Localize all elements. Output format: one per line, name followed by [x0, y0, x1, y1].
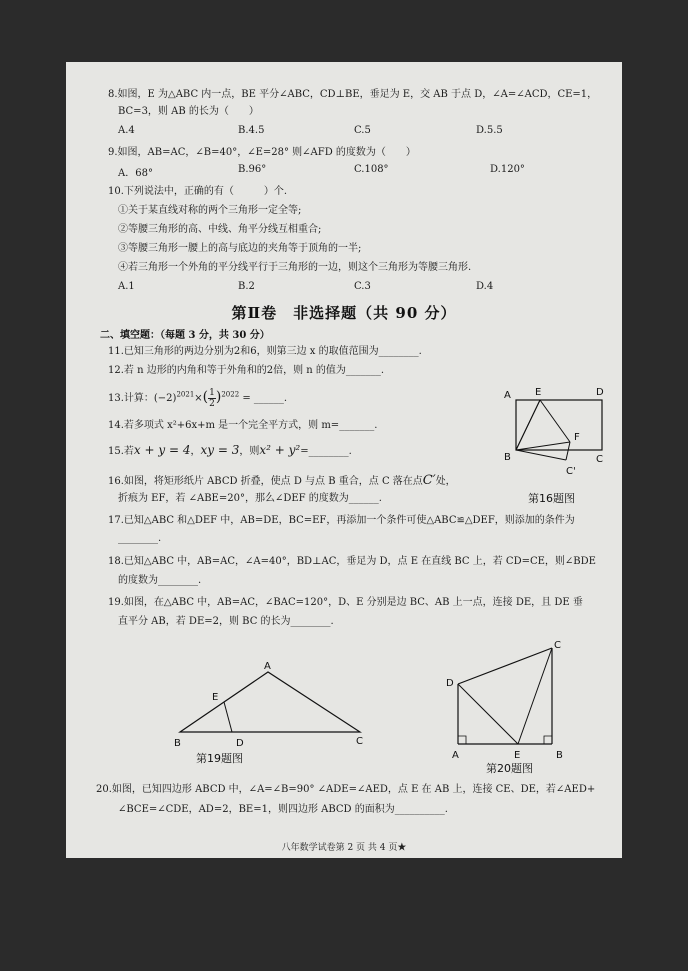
q8-line2: BC=3，则 AB 的长为（ ） [118, 106, 259, 117]
q10-option-b: B.2 [238, 281, 255, 292]
q13-suffix: = ______. [242, 393, 288, 404]
q19-line2: 直平分 AB，若 DE=2，则 BC 的长为________. [118, 616, 334, 627]
q9-option-a: A．68° [118, 168, 153, 179]
q15-expr2: xy = 3 [200, 443, 240, 457]
exam-page [66, 62, 622, 858]
q8-option-a: A.4 [118, 125, 135, 136]
q18-line2: 的度数为________. [118, 575, 202, 586]
fig20-label-c: C [554, 640, 561, 651]
q13 [108, 388, 287, 414]
figure-16 [502, 380, 612, 500]
q8-option-b: B.4.5 [238, 125, 265, 136]
fig20-caption: 第20题图 [486, 762, 533, 775]
fig20-right-angle-a [458, 736, 466, 744]
page-footer: 八年数学试卷第 2 页 共 4 页★ [281, 843, 407, 853]
q13-prefix: 13.计算： [108, 393, 154, 404]
figure-19 [166, 658, 378, 748]
q13-paren-open: ( [202, 389, 209, 405]
q13-exp2: 2022 [221, 390, 240, 399]
q15-expr1: x + y = 4 [133, 443, 191, 457]
q10-option-a: A.1 [118, 281, 135, 292]
q16-line1-text: 16.如图，将矩形纸片 ABCD 折叠，使点 D 与点 B 重合，点 C 落在点 [108, 476, 423, 487]
q15-suffix: =________. [300, 446, 352, 457]
fig20-label-b: B [556, 750, 563, 760]
q10-item-3: ③等腰三角形一腰上的高与底边的夹角等于顶角的一半; [118, 243, 362, 254]
fig19-label-a: A [264, 661, 271, 672]
section2-subtitle: 二、填空题：（每题 3 分，共 30 分） [100, 330, 270, 341]
fig16-label-b: B [504, 452, 511, 463]
fig20-de [458, 684, 518, 744]
fig19-triangle [180, 672, 360, 732]
q15-expr3: x² + y² [259, 443, 301, 457]
fig20-dc [458, 648, 552, 684]
q20-line2: ∠BCE=∠CDE，AD=2，BE=1，则四边形 ABCD 的面积为__________. [118, 804, 448, 815]
q9-option-b: B.96° [238, 164, 267, 175]
q8-line1: 8.如图，E 为△ABC 内一点，BE 平分∠ABC，CD⊥BE，垂足为 E，交 AB 于点 D，∠A=∠ACD，CE=1， [108, 89, 598, 100]
q15-prefix: 15.若 [108, 446, 134, 457]
fig19-label-d: D [236, 738, 244, 748]
q10-item-1: ①关于某直线对称的两个三角形一定全等; [118, 205, 302, 216]
q13-fraction [208, 388, 216, 409]
q13-frac-den: 2 [209, 399, 215, 409]
fig16-caption: 第16题图 [528, 492, 575, 505]
q10-option-c: C.3 [354, 281, 371, 292]
fig16-label-c-prime: C' [566, 466, 576, 477]
fig19-label-e: E [212, 692, 219, 703]
fig20-right-angle-b [544, 736, 552, 744]
q10-line1: 10.下列说法中，正确的有（ ）个. [108, 186, 288, 197]
q9-option-d: D.120° [490, 164, 525, 175]
fig16-eb [516, 400, 540, 450]
fig16-label-f: F [574, 432, 580, 443]
fig16-rect [516, 400, 602, 450]
q16-c-prime: C′ [422, 473, 436, 488]
fig16-label-e: E [535, 387, 542, 398]
fig20-label-a: A [452, 750, 459, 760]
q9-option-c: C.108° [354, 164, 389, 175]
q16-line1-end: 处， [435, 476, 456, 487]
fig20-label-e: E [514, 750, 521, 760]
q15 [108, 444, 352, 458]
fig16-c2f [566, 442, 570, 460]
q10-option-d: D.4 [476, 281, 494, 292]
q19-line1: 19.如图，在△ABC 中，AB=AC，∠BAC=120°，D、E 分别是边 BC、AB 上一点，连接 DE，且 DE 垂 [108, 597, 583, 608]
q10-item-4: ④若三角形一个外角的平分线平行于三角形的一边，则这个三角形为等腰三角形. [118, 262, 472, 273]
q13-frac-num: 1 [209, 388, 215, 398]
fig19-caption: 第19题图 [196, 752, 243, 765]
q13-base: (−2) [153, 393, 177, 404]
q16-line2: 折痕为 EF，若 ∠ABE=20°，那么∠DEF 的度数为______. [118, 493, 382, 504]
q13-times: × [194, 393, 203, 404]
q17-line2: ________. [118, 533, 162, 544]
section2-title: 第Ⅱ卷 非选择题（共 90 分） [231, 304, 457, 322]
q17-line1: 17.已知△ABC 和△DEF 中，AB=DE，BC=EF，再添加一个条件可使△ABC≌△DEF，则添加的条件为 [108, 515, 575, 526]
fig19-de [224, 702, 232, 732]
fig16-bf [516, 442, 570, 450]
q15-sep: ， [190, 446, 201, 457]
q15-mid: ，则 [239, 446, 260, 457]
q18-line1: 18.已知△ABC 中，AB=AC，∠A=40°，BD⊥AC，垂足为 D，点 E 在直线 BC 上，若 CD=CE，则∠BDE [108, 556, 596, 567]
figure-20 [446, 636, 576, 760]
fig19-label-b: B [174, 738, 181, 748]
q8-option-d: D.5.5 [476, 125, 503, 136]
fig16-label-a: A [504, 390, 511, 401]
fig16-label-d: D [596, 387, 604, 398]
fig20-label-d: D [446, 678, 454, 689]
q12: 12.若 n 边形的内角和等于外角和的2倍，则 n 的值为_______. [108, 365, 385, 376]
fig16-bc2 [516, 450, 566, 460]
q9-line1: 9.如图，AB=AC，∠B=40°，∠E=28° 则∠AFD 的度数为（ ） [108, 147, 416, 158]
fig20-ce [518, 648, 552, 744]
q13-paren-close: ) [215, 389, 222, 405]
q10-item-2: ②等腰三角形的高、中线、角平分线互相重合; [118, 224, 322, 235]
q14: 14.若多项式 x²+6x+m 是一个完全平方式，则 m=_______. [108, 420, 378, 431]
q11: 11.已知三角形的两边分别为2和6，则第三边 x 的取值范围为________. [108, 346, 422, 357]
fig19-label-c: C [356, 736, 363, 747]
q16-line1 [108, 474, 456, 488]
fig16-label-c: C [596, 454, 603, 465]
fig16-ef [540, 400, 570, 442]
q8-option-c: C.5 [354, 125, 371, 136]
q13-exp1: 2021 [176, 390, 195, 399]
q20-line1: 20.如图，已知四边形 ABCD 中，∠A=∠B=90° ∠ADE=∠AED，点 E 在 AB 上，连接 CE、DE，若∠AED+ [96, 784, 596, 795]
